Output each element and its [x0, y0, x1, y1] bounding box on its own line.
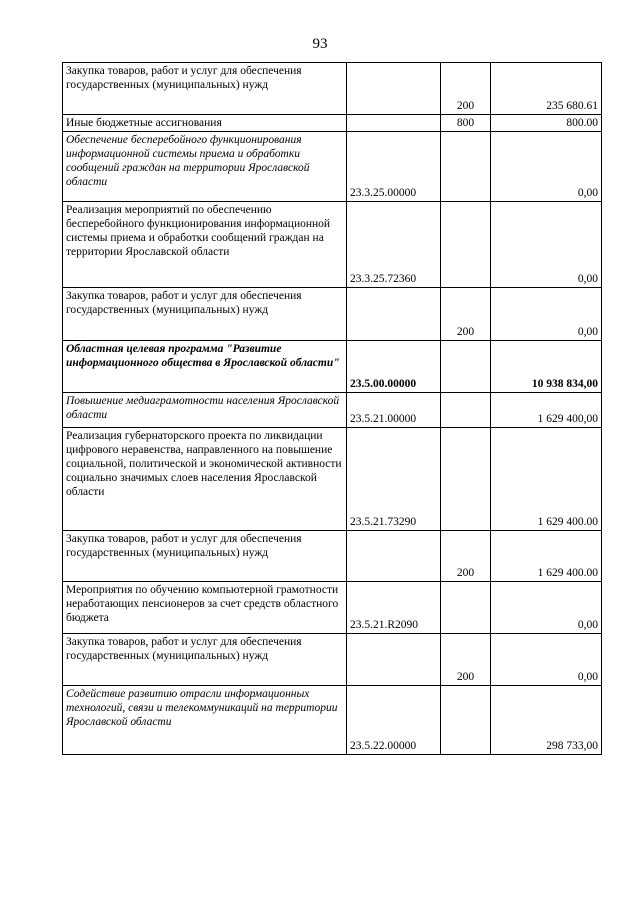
row-code: 23.3.25.00000	[347, 132, 441, 202]
row-expense-type: 200	[441, 634, 491, 686]
row-expense-type	[441, 393, 491, 428]
row-expense-type	[441, 582, 491, 634]
table-row	[63, 132, 602, 202]
row-name: Обеспечение бесперебойного функционирования информационной системы приема и обработки сообщений граждан на территории Ярославской области	[63, 132, 347, 202]
row-code	[347, 63, 441, 115]
row-code	[347, 531, 441, 582]
row-name: Закупка товаров, работ и услуг для обеспечения государственных (муниципальных) нужд	[63, 288, 347, 341]
row-code	[347, 288, 441, 341]
row-expense-type	[441, 132, 491, 202]
table-row	[63, 428, 602, 531]
row-code: 23.3.25.72360	[347, 202, 441, 288]
table-row	[63, 115, 602, 132]
table-row	[63, 288, 602, 341]
row-name: Повышение медиаграмотности населения Ярославской области	[63, 393, 347, 428]
row-expense-type	[441, 202, 491, 288]
row-amount: 10 938 834,00	[491, 341, 602, 393]
row-amount: 1 629 400.00	[491, 531, 602, 582]
row-name: Закупка товаров, работ и услуг для обеспечения государственных (муниципальных) нужд	[63, 531, 347, 582]
row-name: Мероприятия по обучению компьютерной грамотности неработающих пенсионеров за счет средств областного бюджета	[63, 582, 347, 634]
table-row	[63, 341, 602, 393]
row-expense-type	[441, 428, 491, 531]
row-amount: 0,00	[491, 582, 602, 634]
row-expense-type: 200	[441, 531, 491, 582]
row-amount: 1 629 400,00	[491, 393, 602, 428]
table-row	[63, 202, 602, 288]
row-code	[347, 634, 441, 686]
row-name: Реализация губернаторского проекта по ликвидации цифрового неравенства, направленного на повышение социальной, политической и экономической активности социально значимых слоев населения Ярославской области	[63, 428, 347, 531]
table-row	[63, 531, 602, 582]
table-row	[63, 582, 602, 634]
row-amount: 0,00	[491, 202, 602, 288]
row-expense-type: 200	[441, 63, 491, 115]
row-expense-type: 800	[441, 115, 491, 132]
row-expense-type	[441, 341, 491, 393]
row-code: 23.5.00.00000	[347, 341, 441, 393]
row-amount: 0,00	[491, 288, 602, 341]
row-name: Закупка товаров, работ и услуг для обеспечения государственных (муниципальных) нужд	[63, 634, 347, 686]
table-row	[63, 393, 602, 428]
budget-table	[62, 62, 602, 755]
row-expense-type: 200	[441, 288, 491, 341]
row-code: 23.5.22.00000	[347, 686, 441, 755]
budget-table-body	[63, 63, 602, 755]
row-name: Содействие развитию отрасли информационных технологий, связи и телекоммуникаций на территории Ярославской области	[63, 686, 347, 755]
row-amount: 800.00	[491, 115, 602, 132]
row-amount: 298 733,00	[491, 686, 602, 755]
row-code	[347, 115, 441, 132]
table-row	[63, 63, 602, 115]
row-code: 23.5.21.73290	[347, 428, 441, 531]
row-name: Закупка товаров, работ и услуг для обеспечения государственных (муниципальных) нужд	[63, 63, 347, 115]
row-amount: 1 629 400.00	[491, 428, 602, 531]
table-row	[63, 634, 602, 686]
row-amount: 235 680.61	[491, 63, 602, 115]
row-amount: 0,00	[491, 132, 602, 202]
row-expense-type	[441, 686, 491, 755]
row-name: Иные бюджетные ассигнования	[63, 115, 347, 132]
row-code: 23.5.21.00000	[347, 393, 441, 428]
row-name: Областная целевая программа "Развитие информационного общества в Ярославской области"	[63, 341, 347, 393]
table-row	[63, 686, 602, 755]
row-name: Реализация мероприятий по обеспечению бесперебойного функционирования информационной системы приема и обработки сообщений граждан на территории Ярославской области	[63, 202, 347, 288]
row-amount: 0,00	[491, 634, 602, 686]
page-number: 93	[312, 36, 328, 52]
row-code: 23.5.21.R2090	[347, 582, 441, 634]
